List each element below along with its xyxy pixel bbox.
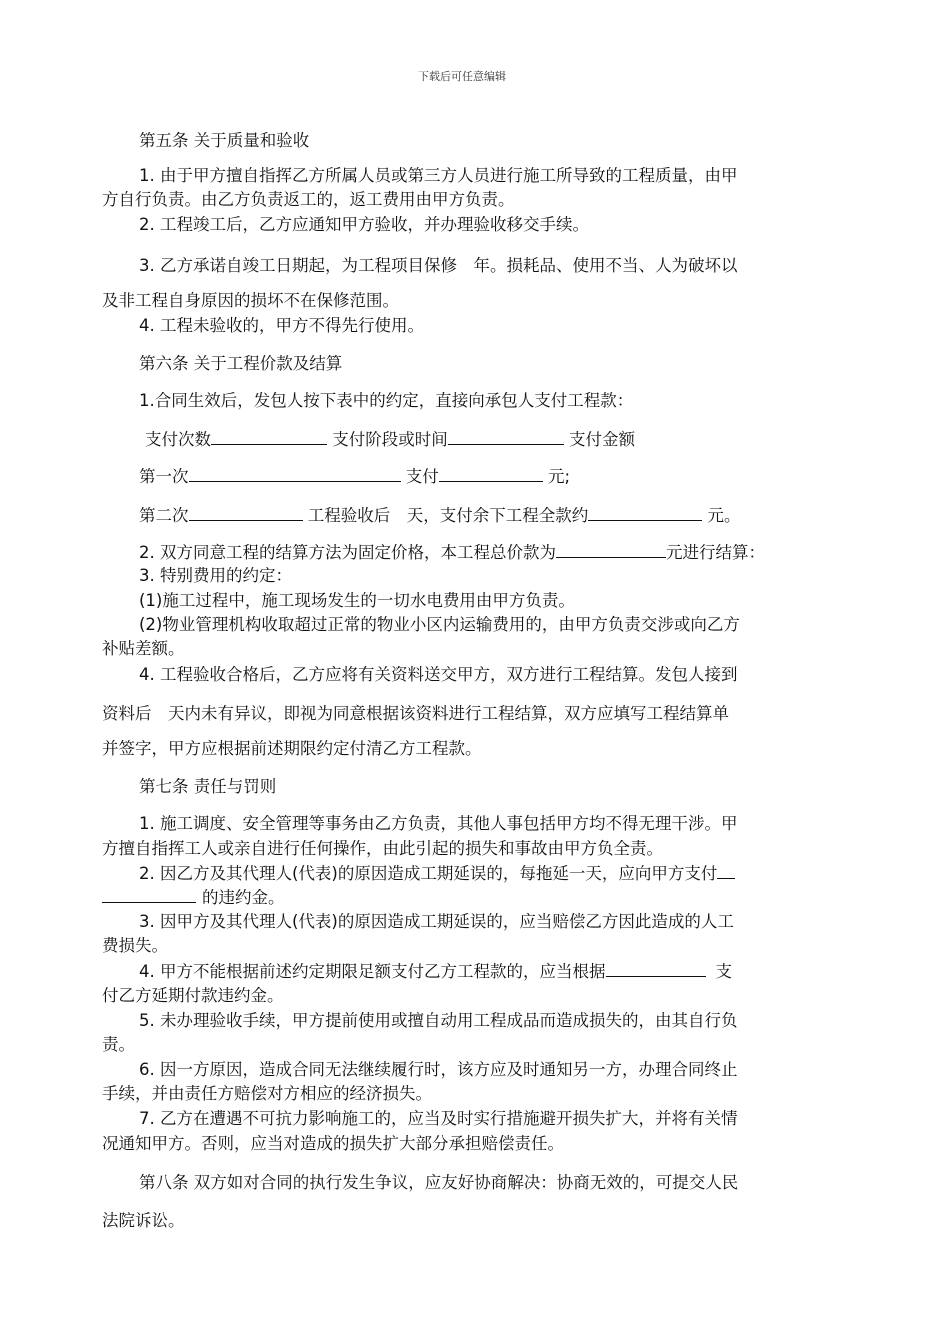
blank-field [102,886,196,903]
col-pay-amount: 支付金额 [569,430,635,449]
clause-text: 5. 未办理验收手续，甲方提前使用或擅自动用工程成品而造成损失的，由其自行负 [139,1011,738,1030]
clause-text: 方擅自指挥工人或亲自进行任何操作，由此引起的损失和事故由甲方负全责。 [102,839,663,858]
row-middle: 工程验收后 天，支付余下工程全款约 [307,506,589,525]
clause-text: 2. 双方同意工程的结算方法为固定价格，本工程总价款为 元进行结算： [139,543,765,562]
clause-text: 况通知甲方。否则，应当对造成的损失扩大部分承担赔偿责任。 [102,1134,564,1153]
blank-field [606,960,706,977]
clause-text: 4. 工程未验收的，甲方不得先行使用。 [139,316,424,335]
clause-text: 1. 施工调度、安全管理等事务由乙方负责，其他人事包括甲方均不得无理干涉。甲 [139,814,738,833]
clause-text: 及非工程自身原因的损坏不在保修范围。 [102,291,399,310]
blank-field [588,504,702,521]
clause-text: 1.合同生效后，发包人按下表中的约定，直接向承包人支付工程款： [139,391,634,410]
payment-row-2 [139,504,741,527]
blank-field [439,465,543,482]
payment-row-1 [139,465,570,488]
clause-text: 的违约金。 [102,886,285,909]
section-6-title: 第六条 关于工程价款及结算 [139,354,343,373]
clause-text: 并签字，甲方应根据前述期限约定付清乙方工程款。 [102,739,482,758]
row-label: 第一次 [139,467,189,486]
section-7-title: 第七条 责任与罚则 [139,777,277,796]
clause-text: 2. 因乙方及其代理人(代表)的原因造成工期延误的，每拖延一天，应向甲方支付 [139,862,735,885]
clause-text: 法院诉讼。 [102,1211,185,1230]
clause-text: 3. 特别费用的约定： [139,566,292,585]
clause-text: 4. 工程验收合格后，乙方应将有关资料送交甲方，双方进行工程结算。发包人接到 [139,665,738,684]
clause-text: 4. 甲方不能根据前述约定期限足额支付乙方工程款的，应当根据 支 [139,962,732,981]
clause-text: 3. 乙方承诺自竣工日期起，为工程项目保修 年。损耗品、使用不当、人为破坏以 [139,256,738,275]
section-5-title: 第五条 关于质量和验收 [139,131,310,150]
blank-field [211,428,327,445]
blank-field [189,504,303,521]
blank-field [448,428,564,445]
blank-field [189,465,401,482]
col-pay-stage: 支付阶段或时间 [332,430,448,449]
blank-field [717,862,735,879]
clause-text: 责。 [102,1035,135,1054]
section-8-text: 第八条 双方如对合同的执行发生争议，应友好协商解决：协商无效的，可提交人民 [139,1173,739,1192]
row-pay: 支付 [405,467,439,486]
clause-text: 6. 因一方原因，造成合同无法继续履行时，该方应及时通知另一方，办理合同终止 [139,1060,738,1079]
clause-text: (1)施工过程中，施工现场发生的一切水电费用由甲方负责。 [139,591,575,610]
clause-text: 7. 乙方在遭遇不可抗力影响施工的，应当及时实行措施避开损失扩大，并将有关情 [139,1109,738,1128]
blank-field [556,541,666,558]
col-pay-count: 支付次数 [145,430,211,449]
row-unit: 元; [548,467,571,486]
row-label: 第二次 [139,506,189,525]
clause-text: 方自行负责。由乙方负责返工的，返工费用由甲方负责。 [102,190,515,209]
row-unit: 元。 [707,506,741,525]
clause-text: 1. 由于甲方擅自指挥乙方所属人员或第三方人员进行施工所导致的工程质量，由甲 [139,166,738,185]
clause-text: (2)物业管理机构收取超过正常的物业小区内运输费用的，由甲方负责交涉或向乙方 [139,615,740,634]
clause-text: 资料后 天内未有异议，即视为同意根据该资料进行工程结算，双方应填写工程结算单 [102,704,729,723]
clause-text: 手续，并由责任方赔偿对方相应的经济损失。 [102,1084,432,1103]
clause-text: 付乙方延期付款违约金。 [102,986,284,1005]
payment-table-header [145,428,635,451]
clause-text: 3. 因甲方及其代理人(代表)的原因造成工期延误的，应当赔偿乙方因此造成的人工 [139,912,734,931]
page-header: 下载后可任意编辑 [418,70,506,83]
clause-text: 补贴差额。 [102,639,185,658]
clause-text: 2. 工程竣工后，乙方应通知甲方验收，并办理验收移交手续。 [139,215,589,234]
clause-text: 费损失。 [102,936,168,955]
